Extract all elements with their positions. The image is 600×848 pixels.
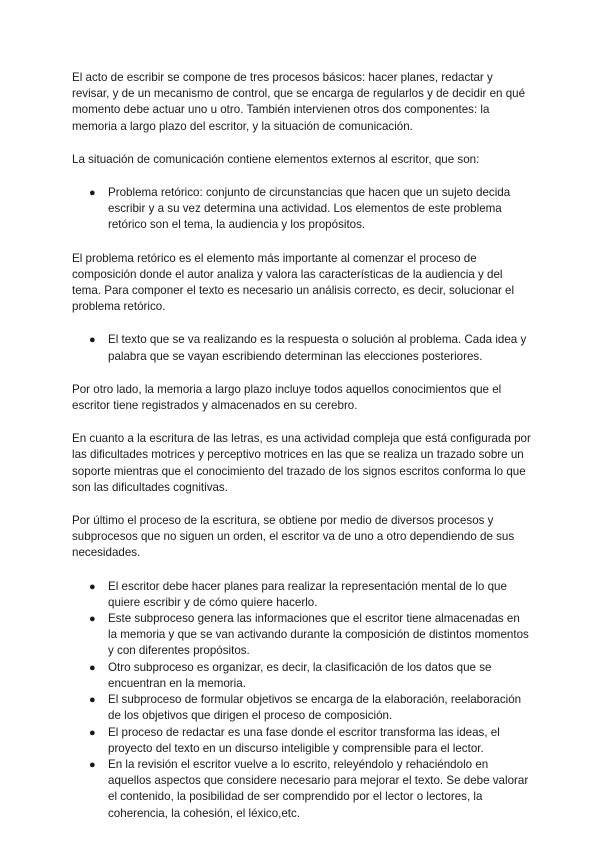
list-item [72, 579, 532, 611]
list-item [72, 660, 532, 692]
list-item-text: El subproceso de formular objetivos se encarga de la elaboración, reelaboración de los objetivos que dirigen el proceso de composición. [108, 693, 522, 723]
list-item [72, 692, 532, 724]
list-item-text: En la revisión el escritor vuelve a lo escrito, releyéndolo y rehaciéndolo en aquellos aspectos que considere necesario para mejorar el texto. Se debe valorar el contenido, la posibilidad de ser comprendido por el lector o lectores, la coherencia, la cohesión, el léxico,etc. [108, 757, 529, 820]
list-item-text: El texto que se va realizando es la respuesta o solución al problema. Cada idea y palabra que se vayan escribiendo determinan las elecciones posteriores. [108, 333, 527, 363]
list-item [72, 757, 532, 822]
list-item-text: El proceso de redactar es una fase donde el escritor transforma las ideas, el proyecto del texto en un discurso inteligible y comprensible para el lector. [108, 725, 500, 755]
list-item [72, 185, 532, 234]
paragraph-writing-processes: El acto de escribir se compone de tres procesos básicos: hacer planes, redactar y revisar, y de un mecanismo de control, que se encarga de regularlos y de decidir en qué momento debe actuar uno u otro. También intervienen otros dos componentes: la memoria a largo plazo del escritor, y la situación de comunicación. [72, 71, 526, 133]
bullet-icon: ● [89, 758, 96, 771]
bullet-list-text-response [72, 332, 532, 364]
paragraph-writing-process: Por último el proceso de la escritura, se obtiene por medio de diversos procesos y subprocesos que no siguen un orden, el escritor va de uno a otro dependiendo de sus necesidades. [72, 514, 515, 560]
bullet-icon: ● [89, 694, 96, 707]
list-item [72, 332, 532, 364]
document-page [72, 70, 532, 839]
list-item-text: Problema retórico: conjunto de circunstancias que hacen que un sujeto decida escribir y a su vez determina una actividad. Los elementos de este problema retórico son el tema, la audiencia y los propósitos. [108, 186, 511, 232]
paragraph-long-term-memory: Por otro lado, la memoria a largo plazo incluye todos aquellos conocimientos que el escritor tiene registrados y almacenados en su cerebro. [72, 382, 502, 413]
bullet-icon: ● [89, 580, 96, 593]
bullet-icon: ● [89, 187, 96, 200]
list-item [72, 611, 532, 660]
list-item-text: Otro subproceso es organizar, es decir, la clasificación de los datos que se encuentran en la memoria. [108, 660, 492, 690]
paragraph-letter-writing: En cuanto a la escritura de las letras, es una actividad compleja que está configurada por las dificultades motrices y perceptivo motrices en las que se realiza un trazado sobre un soporte mientras que el conocimiento del trazado de los signos escritos conforma lo que son las dificultades cognitivas. [72, 432, 531, 494]
list-item-text: Este subproceso genera las informaciones que el escritor tiene almacenadas en la memoria y que se van activando durante la composición de distintos momentos y con diferentes propósitos. [108, 612, 529, 658]
paragraph-communication-situation: La situación de comunicación contiene elementos externos al escritor, que son: [72, 152, 480, 166]
list-item [72, 725, 532, 757]
paragraph-rhetorical-problem: El problema retórico es el elemento más importante al comenzar el proceso de composición donde el autor analiza y valora las características de la audiencia y del tema. Para componer el texto es necesario un análisis correcto, es decir, solucionar el problema retórico. [72, 251, 515, 314]
list-item-text: El escritor debe hacer planes para realizar la representación mental de lo que quiere escribir y de cómo quiere hacerlo. [108, 579, 507, 609]
bullet-icon: ● [89, 334, 96, 347]
bullet-icon: ● [89, 661, 96, 674]
bullet-icon: ● [89, 726, 96, 739]
bullet-list-rhetorical-problem [72, 185, 532, 234]
bullet-list-subprocesses [72, 579, 532, 822]
bullet-icon: ● [89, 613, 96, 626]
